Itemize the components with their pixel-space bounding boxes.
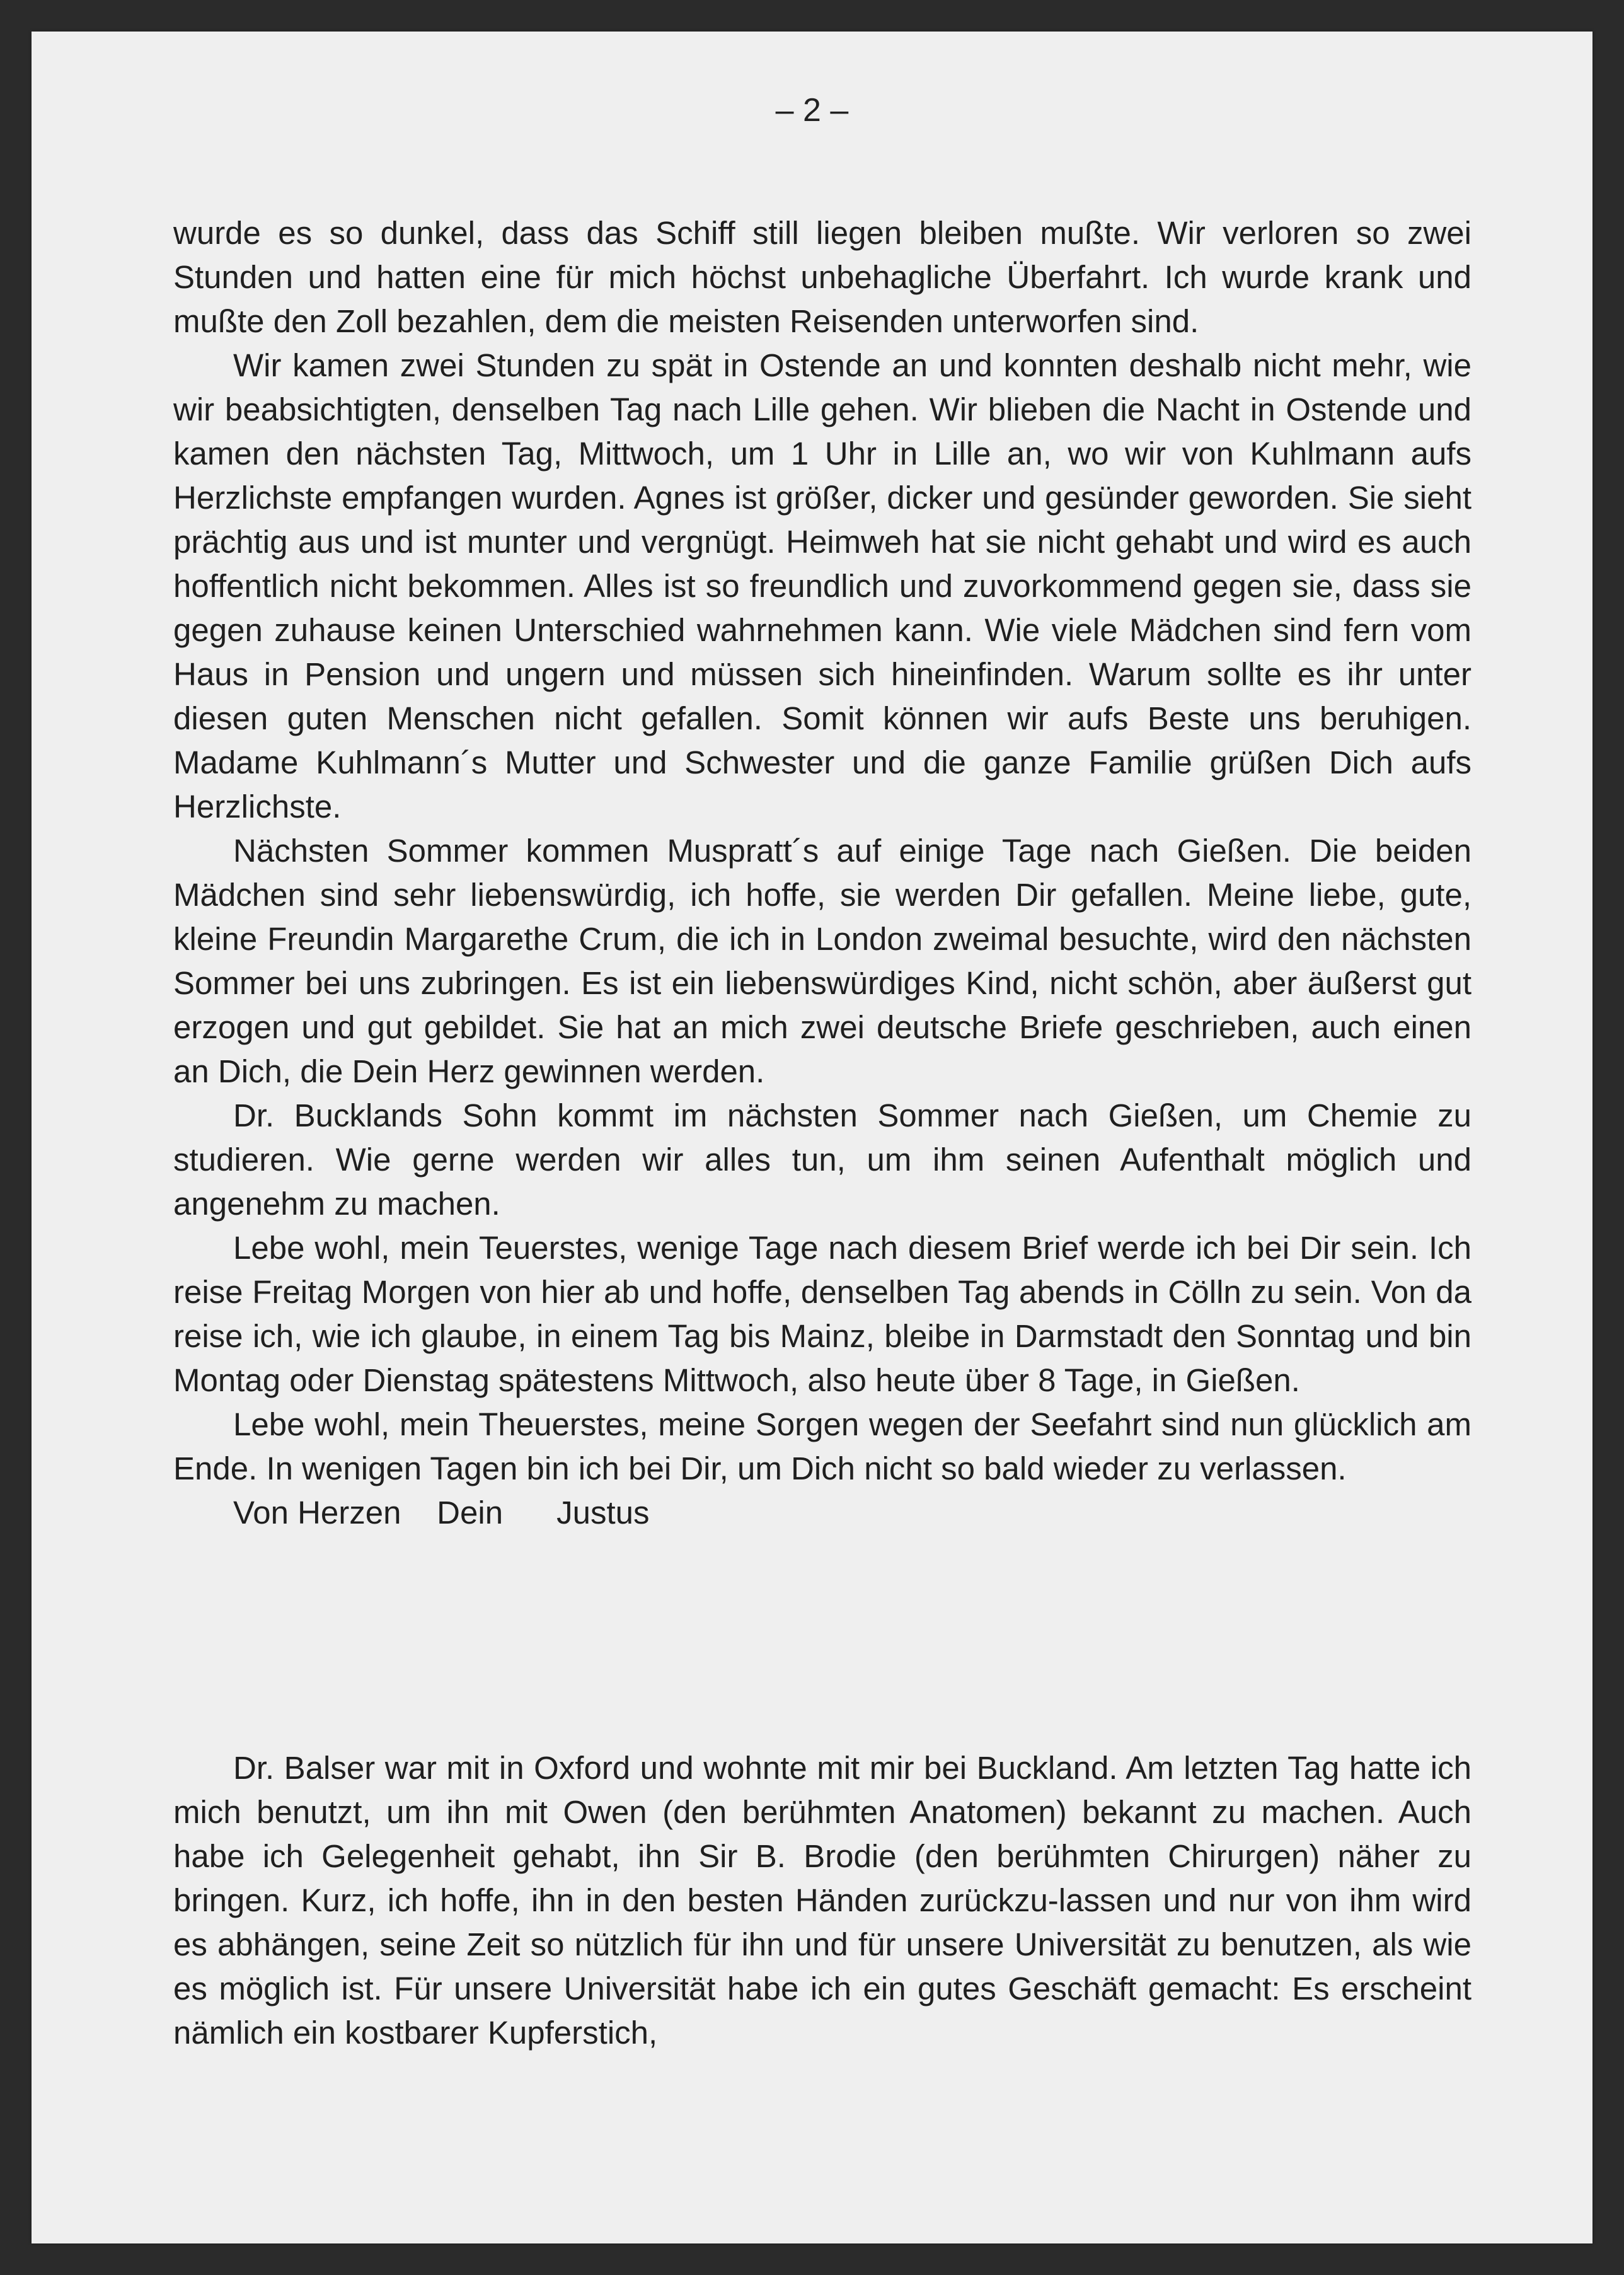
letter-closing: Von Herzen Dein Justus	[233, 1495, 650, 1531]
paragraph: Dr. Bucklands Sohn kommt im nächsten Sommer nach Gießen, um Chemie zu studieren. Wie gerne werden wir alles tun, um ihm seinen Aufenthalt möglich und angenehm zu machen.	[173, 1097, 1471, 1222]
postscript-block	[173, 1746, 1471, 2055]
paragraph: Lebe wohl, mein Teuerstes, wenige Tage nach diesem Brief werde ich bei Dir sein. Ich reise Freitag Morgen von hier ab und hoffe, denselben Tag abends in Cölln zu sein. Von da reise ich, wie ich glaube, in einem Tag bis Mainz, bleibe in Darmstadt den Sonntag und bin Montag oder Dienstag spätestens Mittwoch, also heute über 8 Tage, in Gießen.	[173, 1230, 1471, 1398]
document-page	[32, 32, 1592, 2243]
paragraph: wurde es so dunkel, dass das Schiff still liegen bleiben mußte. Wir verloren so zwei Stunden und hatten eine für mich höchst unbehagliche Überfahrt. Ich wurde krank und mußte den Zoll bezahlen, dem die meisten Reisenden unterworfen sind.	[173, 215, 1471, 339]
paragraph: Nächsten Sommer kommen Muspratt´s auf einige Tage nach Gießen. Die beiden Mädchen sind sehr liebenswürdig, ich hoffe, sie werden Dir gefallen. Meine liebe, gute, kleine Freundin Margarethe Crum, die ich in London zweimal besuchte, wird den nächsten Sommer bei uns zubringen. Es ist ein liebenswürdiges Kind, nicht schön, aber äußerst gut erzogen und gut gebildet. Sie hat an mich zwei deutsche Briefe geschrieben, auch einen an Dich, die Dein Herz gewinnen werden.	[173, 833, 1471, 1089]
letter-body	[173, 211, 1471, 1535]
paragraph: Wir kamen zwei Stunden zu spät in Ostende an und konnten deshalb nicht mehr, wie wir beabsichtigten, denselben Tag nach Lille gehen. Wir blieben die Nacht in Ostende und kamen den nächsten Tag, Mittwoch, um 1 Uhr in Lille an, wo wir von Kuhlmann aufs Herzlichste empfangen wurden. Agnes ist größer, dicker und gesünder geworden. Sie sieht prächtig aus und ist munter und vergnügt. Heimweh hat sie nicht gehabt und wird es auch hoffentlich nicht bekommen. Alles ist so freundlich und zuvorkommend gegen sie, dass sie gegen zuhause keinen Unterschied wahrnehmen kann. Wie viele Mädchen sind fern vom Haus in Pension und ungern und müssen sich hineinfinden. Warum sollte es ihr unter diesen guten Menschen nicht gefallen. Somit können wir aufs Beste uns beruhigen. Madame Kuhlmann´s Mutter und Schwester und die ganze Familie grüßen Dich aufs Herzlichste.	[173, 347, 1471, 825]
page-number: – 2 –	[775, 92, 849, 129]
paragraph: Lebe wohl, mein Theuerstes, meine Sorgen wegen der Seefahrt sind nun glücklich am Ende. In wenigen Tagen bin ich bei Dir, um Dich nicht so bald wieder zu verlassen.	[173, 1406, 1471, 1486]
postscript-paragraph: Dr. Balser war mit in Oxford und wohnte mit mir bei Buckland. Am letzten Tag hatte ich mich benutzt, um ihn mit Owen (den berühmten Anatomen) bekannt zu machen. Auch habe ich Gelegenheit gehabt, ihn Sir B. Brodie (den berühmten Chirurgen) näher zu bringen. Kurz, ich hoffe, ihn in den besten Händen zurückzu-lassen und nur von ihm wird es abhängen, seine Zeit so nützlich für ihn und für unsere Universität zu benutzen, als wie es möglich ist. Für unsere Universität habe ich ein gutes Geschäft gemacht: Es erscheint nämlich ein kostbarer Kupferstich,	[173, 1750, 1471, 2051]
